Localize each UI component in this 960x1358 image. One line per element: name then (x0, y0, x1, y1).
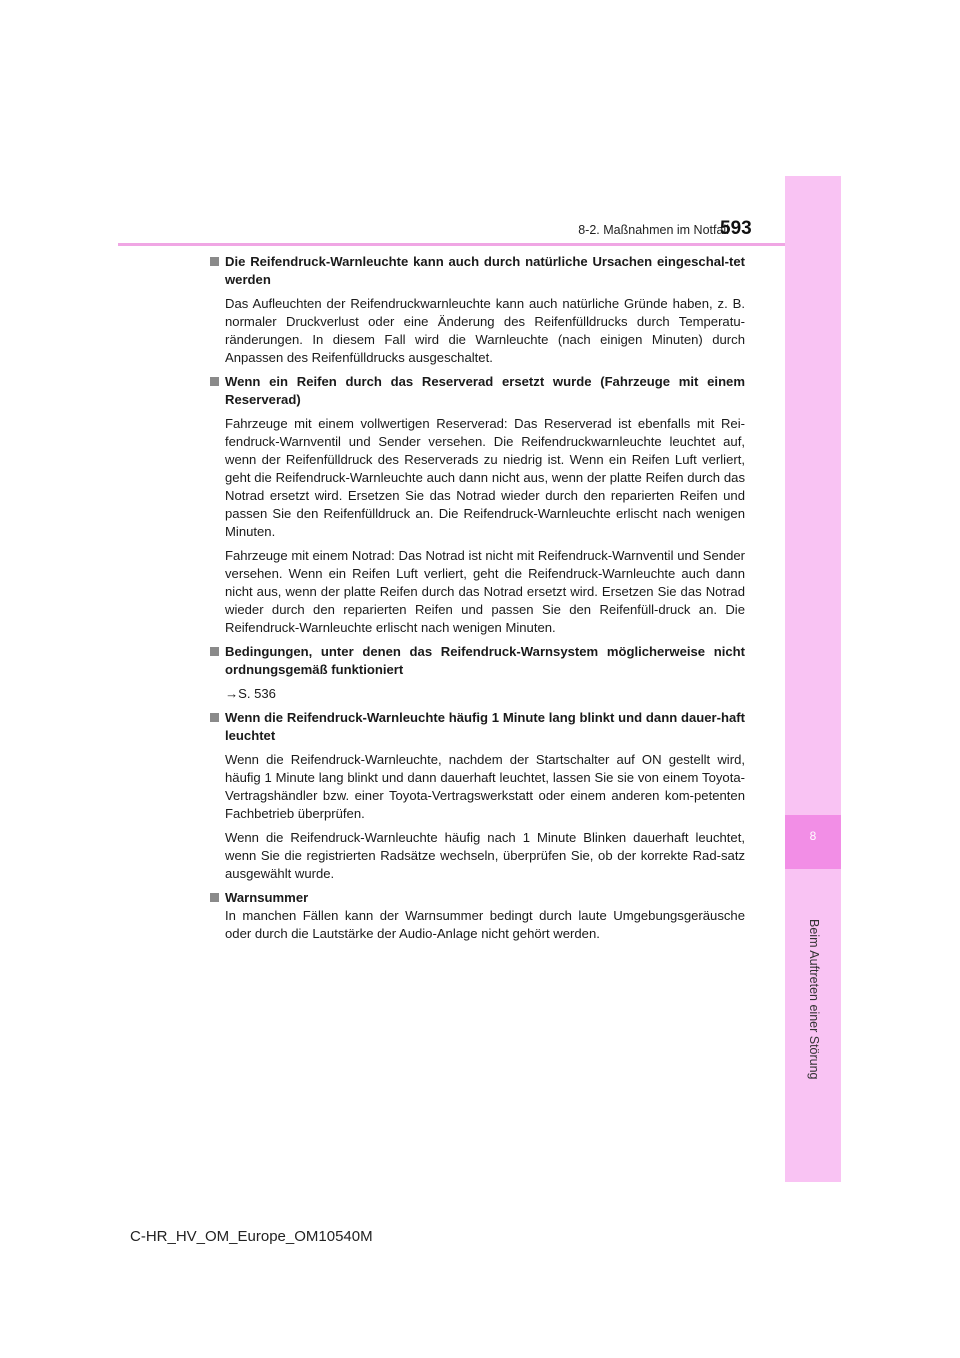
item-paragraph: Fahrzeuge mit einem vollwertigen Reserverad: Das Reserverad ist ebenfalls mit Rei-fendruck-Warnventil und Sender versehen. Die Reifendruckwarnleuchte leuchtet auf, wenn der Reifenfülldruck des Reserverads zu niedrig ist. Wenn ein Reifen Luft verliert, geht die Reifendruck-Warnleuchte auch dann nicht aus, wenn der platte Reifen durch das Notrad ersetzt wird. Ersetzen Sie das Notrad wieder durch den reparierten Reifen und passen Sie den Reifenfülldruck an. Die Reifendruck-Warnleuchte erlischt nach wenigen Minuten. (225, 416, 745, 539)
page-content (210, 253, 745, 949)
document-id: C-HR_HV_OM_Europe_OM10540M (130, 1228, 373, 1245)
item-heading: Wenn ein Reifen durch das Reserverad ersetzt wurde (Fahrzeuge mit einem Reserverad) (210, 373, 745, 409)
square-bullet-icon (210, 893, 219, 902)
chapter-number: 8 (809, 829, 817, 843)
item-heading: Die Reifendruck-Warnleuchte kann auch durch natürliche Ursachen eingeschal-tet werden (210, 253, 745, 289)
item-heading: Wenn die Reifendruck-Warnleuchte häufig 1 Minute lang blinkt und dann dauer-haft leuchtet (210, 709, 745, 745)
square-bullet-icon (210, 257, 219, 266)
section-title: 8-2. Maßnahmen im Notfall (578, 223, 729, 237)
chapter-title: Beim Auftreten einer Störung (807, 919, 821, 1080)
square-bullet-icon (210, 713, 219, 722)
item-paragraph: In manchen Fällen kann der Warnsummer bedingt durch laute Umgebungsgeräusche oder durch die Lautstärke der Audio-Anlage nicht gehört werden. (225, 908, 745, 941)
header-rule (118, 243, 785, 246)
item-heading: Bedingungen, unter denen das Reifendruck-Warnsystem möglicherweise nicht ordnungsgemäß funktioniert (210, 643, 745, 679)
item-paragraph: Das Aufleuchten der Reifendruckwarnleuchte kann auch natürliche Gründe haben, z. B. normaler Druckverlust oder eine Änderung des Reifenfülldrucks durch Temperatu-ränderungen. In diesem Fall wird die Warnleuchte (nach einigen Minuten) durch Anpassen des Reifenfülldrucks ausgeschaltet. (225, 296, 745, 365)
square-bullet-icon (210, 377, 219, 386)
square-bullet-icon (210, 647, 219, 656)
page-number: 593 (720, 218, 752, 239)
item-paragraph: Wenn die Reifendruck-Warnleuchte häufig nach 1 Minute Blinken dauerhaft leuchtet, wenn Sie die registrierten Radsätze wechseln, überprüfen Sie, ob der korrekte Rad-satz ausgewählt wurde. (225, 830, 745, 881)
page-reference: →S. 536 (225, 686, 276, 701)
item-heading: Warnsummer (210, 889, 745, 907)
item-paragraph: Wenn die Reifendruck-Warnleuchte, nachdem der Startschalter auf ON gestellt wird, häufig 1 Minute lang blinkt und dann dauerhaft leuchtet, lassen Sie sie von einem Toyota-Vertragshändler bzw. einer Toyota-Vertragswerkstatt oder einem anderen kom-petenten Fachbetrieb überprüfen. (225, 752, 745, 821)
item-paragraph: Fahrzeuge mit einem Notrad: Das Notrad ist nicht mit Reifendruck-Warnventil und Sender versehen. Wenn ein Reifen Luft verliert, geht die Reifendruck-Warnleuchte auch dann nicht aus, wenn der platte Reifen durch das Notrad ersetzt wird. Ersetzen Sie das Notrad wieder durch den reparierten Reifen und passen Sie den Reifenfüll-druck an. Die Reifendruck-Warnleuchte erlischt nach wenigen Minuten. (225, 548, 745, 635)
